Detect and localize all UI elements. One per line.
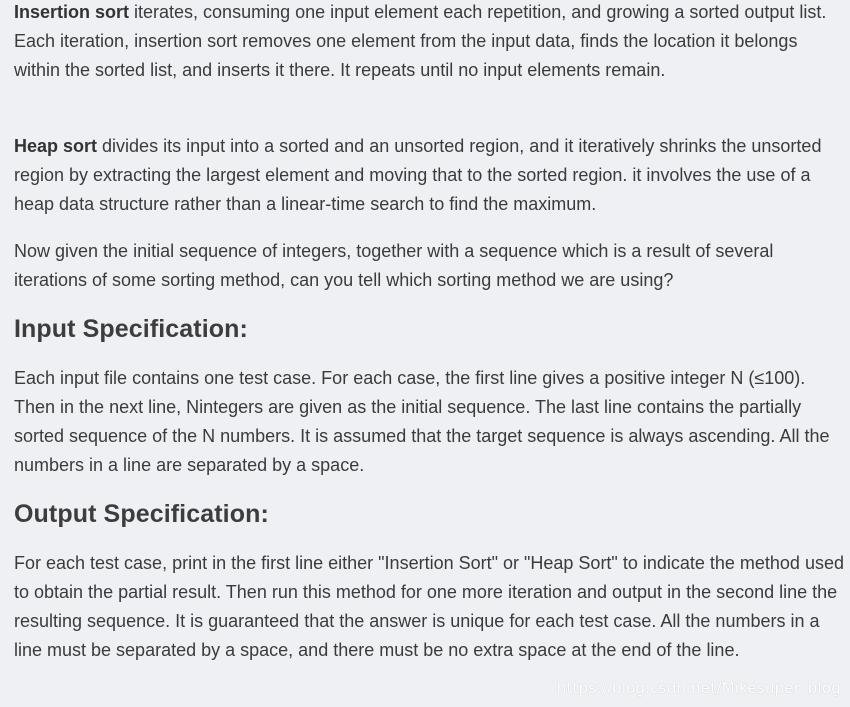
- input-specification-heading: Input Specification:: [14, 315, 248, 343]
- output-specification-text: For each test case, print in the first line either "Insertion Sort" or "Heap Sort" to indicate the method used to obtain the partial result. Then run this method for one more iteration and output in the second line the resulting sequence. It is guaranteed that the answer is unique for each test case. All the numbers in a line must be separated by a space, and there must be no extra space at the end of the line.: [14, 553, 844, 660]
- question-paragraph: Now given the initial sequence of integers, together with a sequence which is a result of several iterations of some sorting method, can you tell which sorting method we are using?: [14, 241, 774, 290]
- insertion-sort-term: Insertion sort: [14, 2, 130, 22]
- heap-sort-paragraph: [14, 132, 844, 219]
- input-specification-text: Each input file contains one test case. For each case, the first line gives a positive integer N (≤100). Then in the next line, Nintegers are given as the initial sequence. The last line contains the partially sorted sequence of the N numbers. It is assumed that the target sequence is always ascending. All the numbers in a line are separated by a space.: [14, 368, 830, 475]
- heap-sort-term: Heap sort: [14, 136, 98, 156]
- insertion-sort-paragraph: [14, 0, 844, 85]
- heap-sort-description: divides its input into a sorted and an unsorted region, and it iteratively shrinks the unsorted region by extracting the largest element and moving that to the sorted region. it involves the use of a heap data structure rather than a linear-time search to find the maximum.: [14, 136, 822, 214]
- output-specification-heading: Output Specification:: [14, 500, 269, 528]
- insertion-sort-description: iterates, consuming one input element each repetition, and growing a sorted output list. Each iteration, insertion sort removes one element from the input data, finds the location it belongs within the sorted list, and inserts it there. It repeats until no input elements remain.: [14, 2, 827, 80]
- blog-watermark: https://blog.csdn.net/Mikesuper_blog: [556, 679, 841, 697]
